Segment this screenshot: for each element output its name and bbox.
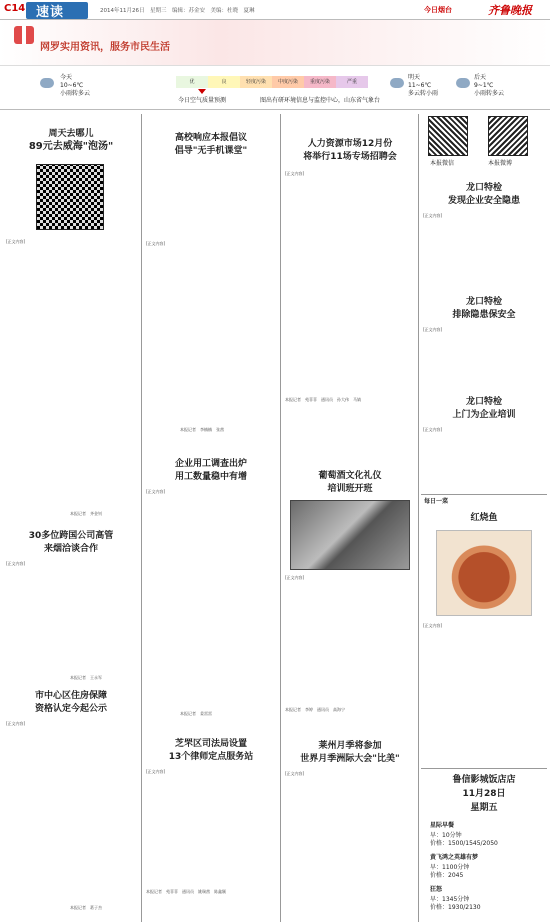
gift-icon	[14, 26, 34, 44]
article-body: [正文内容]	[285, 771, 305, 776]
article-body: [正文内容]	[423, 213, 443, 218]
dish-photo	[436, 530, 532, 616]
cloud-icon	[390, 78, 404, 88]
column-divider	[418, 114, 419, 922]
byline: 本报记者 姜雷雷	[180, 711, 212, 716]
byline: 本报记者 苑菲菲 通讯员 姚瑞茜 陈鑫颖	[146, 889, 226, 894]
headline: 葡萄酒文化礼仪	[318, 471, 382, 481]
cinema-name: 鲁信影城饭店店	[452, 775, 516, 785]
article-body: [正文内容]	[6, 721, 26, 726]
article-body: [正文内容]	[146, 489, 166, 494]
article-body: [正文内容]	[6, 239, 26, 244]
film-title: 黄飞鸿之英雄有梦	[430, 854, 479, 861]
headline: 龙口特检	[465, 183, 502, 193]
headline: 89元去威海"泡汤"	[28, 141, 114, 152]
aqi-note-right: 图出有研环境信息与监控中心，山东省气象台	[260, 97, 381, 104]
headline: 将举行11场专场招聘会	[303, 152, 397, 162]
weather-tomorrow-desc: 多云转小雨	[408, 90, 439, 97]
section-divider	[421, 494, 547, 495]
headline: 资格认定今起公示	[34, 704, 107, 714]
article-body: [正文内容]	[423, 327, 443, 332]
article-body: [正文内容]	[285, 171, 305, 176]
aqi-level: 良	[208, 76, 240, 88]
page-number: C14	[4, 3, 26, 14]
qr-code-icon	[36, 164, 104, 230]
weather-today-temp: 10~6℃	[60, 82, 84, 89]
byline: 本报记者 齐金钊	[70, 511, 102, 516]
film-detail: 价格：1500/1545/2050	[430, 840, 498, 847]
headline: 用工数量稳中有增	[174, 472, 247, 482]
byline: 本报记者 葛子杰	[70, 905, 102, 910]
headline: 来烟洽谈合作	[43, 544, 98, 554]
column-divider	[141, 114, 142, 922]
headline: 发现企业安全隐患	[447, 196, 520, 206]
newspaper-logo: 齐鲁晚报	[488, 4, 532, 17]
headline: 培训班开班	[327, 484, 373, 494]
qr-label: 本报微博	[488, 160, 513, 167]
headline: 13个律师定点服务站	[168, 752, 254, 762]
column-divider	[280, 114, 281, 922]
aqi-pointer-icon	[198, 89, 206, 94]
headline: 排除隐患保安全	[452, 310, 516, 320]
byline: 本报记者 王永军	[70, 675, 102, 680]
recipe-body: [正文内容]	[423, 623, 443, 628]
brand-subtitle: 今日烟台	[424, 6, 452, 14]
weather-tomorrow	[408, 74, 438, 98]
film-detail: 价格：2045	[430, 872, 464, 879]
weather-after	[474, 74, 504, 98]
article-body: [正文内容]	[146, 769, 166, 774]
section-name: 速读	[36, 5, 65, 20]
headline: 芝罘区司法局设置	[174, 739, 247, 749]
film-title: 星际早餐	[430, 822, 455, 829]
rain-cloud-icon	[40, 78, 54, 88]
headline: 高校响应本报倡议	[174, 133, 247, 143]
headline: 周天去哪儿	[48, 129, 94, 139]
aqi-scale	[176, 76, 368, 88]
byline: 本报记者 苑菲菲 通讯员 孙大伟 马婧	[285, 397, 361, 402]
aqi-note-left: 今日空气质量预测	[178, 97, 227, 104]
menu-date: 11月28日	[462, 789, 506, 799]
article-body: [正文内容]	[6, 561, 26, 566]
date-editor-line: 2014年11月26日 星期三 编辑：苏金安 美编：杜晓 夏琳	[100, 8, 255, 14]
wechat-qr-icon	[428, 116, 468, 156]
training-photo	[290, 500, 410, 570]
weather-today-label: 今天	[60, 74, 73, 81]
section-divider	[421, 768, 547, 769]
weather-after-desc: 小雨转多云	[474, 90, 505, 97]
weibo-qr-icon	[488, 116, 528, 156]
byline: 本报记者 李楠楠 张茜	[180, 427, 224, 432]
qr-label: 本报微信	[430, 160, 455, 167]
headline: 30多位跨国公司高管	[28, 531, 114, 541]
headline: 龙口特检	[465, 297, 502, 307]
daily-dish-header: 每日一菜	[424, 498, 449, 505]
film-title: 狂怒	[430, 886, 443, 893]
film-detail: 早：1345分钟	[430, 896, 470, 903]
headline: 上门为企业培训	[452, 410, 516, 420]
film-detail: 早：1100分钟	[430, 864, 470, 871]
aqi-level: 中度污染	[272, 76, 304, 88]
weather-tomorrow-label: 明天	[408, 74, 421, 81]
headline: 世界月季洲际大会"比美"	[300, 754, 400, 764]
weather-tomorrow-temp: 11~6℃	[408, 82, 432, 89]
film-detail: 价格：1930/2130	[430, 904, 481, 911]
film-detail: 早：10分钟	[430, 832, 462, 839]
aqi-level: 优	[176, 76, 208, 88]
rain-cloud-icon	[456, 78, 470, 88]
aqi-level: 轻度污染	[240, 76, 272, 88]
weather-today	[60, 74, 90, 98]
weather-after-temp: 9~1℃	[474, 82, 494, 89]
article-body: [正文内容]	[285, 575, 305, 580]
dish-name: 红烧鱼	[470, 513, 498, 523]
banner-slogan: 网罗实用资讯，服务市民生活	[40, 42, 170, 53]
article-body: [正文内容]	[423, 427, 443, 432]
menu-weekday: 星期五	[470, 803, 498, 813]
article-body: [正文内容]	[146, 241, 166, 246]
byline: 本报记者 李婷 通讯员 高海宁	[285, 707, 345, 712]
headline: 龙口特检	[465, 397, 502, 407]
aqi-level: 严重	[336, 76, 368, 88]
headline: 倡导"无手机课堂"	[174, 146, 248, 156]
headline: 人力资源市场12月份	[307, 139, 393, 149]
headline: 市中心区住房保障	[34, 691, 107, 701]
headline: 企业用工调查出炉	[174, 459, 247, 469]
aqi-level: 重度污染	[304, 76, 336, 88]
headline: 莱州月季将参加	[318, 741, 382, 751]
weather-today-desc: 小雨转多云	[60, 90, 91, 97]
weather-after-label: 后天	[474, 74, 487, 81]
